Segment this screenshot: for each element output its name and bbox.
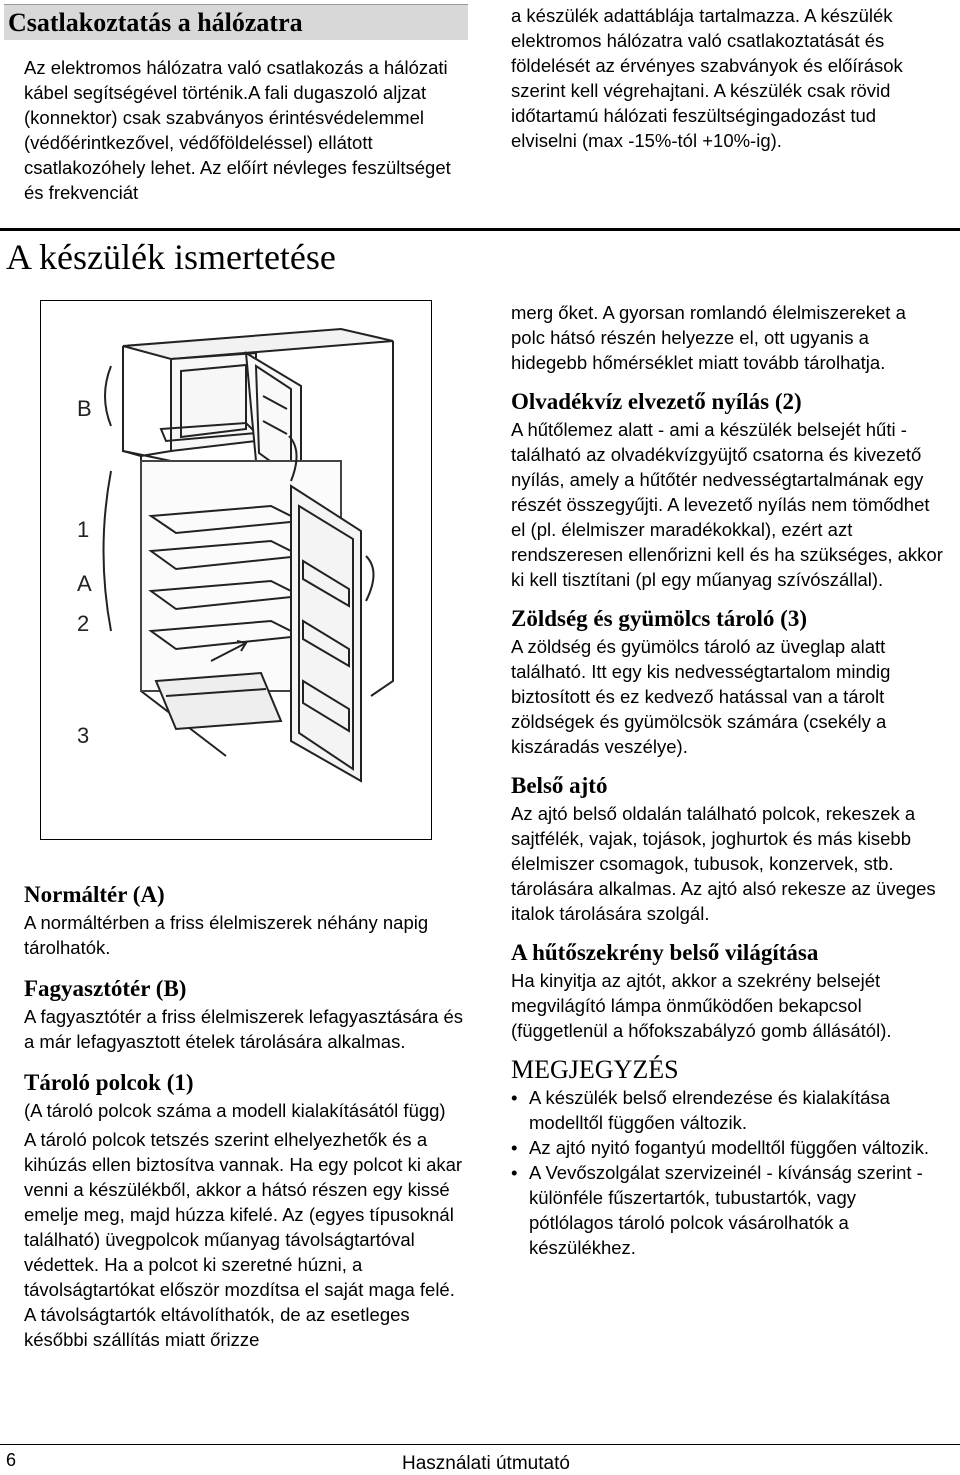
page-number: 6 [6,1450,17,1470]
left-column [24,880,464,1352]
note-item: • Az ajtó nyitó fogantyú modelltől függően változik. [511,1135,943,1160]
figure-label-2: 2 [77,611,90,636]
text-polcok-1: (A tároló polcok száma a modell kialakításától függ) [24,1100,446,1121]
right-column [511,300,943,1260]
text-normalter: A normáltérben a friss élelmiszerek néhány napig tárolhatók. [24,912,429,958]
figure-label-b: B [77,396,92,421]
fridge-drawing [41,301,431,839]
text-polcok-continued: merg őket. A gyorsan romlandó élelmiszereket a polc hátsó részén helyezze el, ott ugyanis a hidegebb hőmérséklet miatt tovább tárolhatja. [511,302,906,373]
text-ajto: Az ajtó belső oldalán található polcok, rekeszek a sajtfélék, vajak, tojások, joghurtok és más kisebb élelmiszer csomagok, tubusok, konzervek, stb. tárolására alkalmas. Az ajtó alsó rekesze az üveges italok tárolására szolgál. [511,803,936,924]
text-vilagitas: Ha kinyitja az ajtót, akkor a szekrény belsejét megvilágító lámpa önműködően bekapcsol (függetlenül a hőfokszabályzó gomb állásától). [511,970,892,1041]
text-olvadek: A hűtőlemez alatt - ami a készülék belsejét hűti - található az olvadékvízgyüjtő csatorna és kivezető nyílás, amely a hűtőtér nedvességtartalmának egy részét összegyűjti. A levezető nyílás nem tömődhet el (pl. élelmiszer maradékokkal), ezért azt rendszeresen ellenőrizni kell és ha szükséges, akkor ki kell tisztítani (pl egy műanyag szívószállal). [511,419,943,590]
text-fagyaszto: A fagyasztótér a friss élelmiszerek lefagyasztására és a már lefagyasztott ételek tárolására alkalmas. [24,1006,464,1052]
connection-text-right: a készülék adattáblája tartalmazza. A készülék elektromos hálózatra való csatlakoztatását és földelését az érvényes szabványok és előírások szerint kell végrehajtani. A készülék csak rövid időtartamú hálózati feszültségingadozást tud elviselni (max -15%-tól +10%-ig). [511,5,903,151]
figure-label-1: 1 [77,517,90,542]
note-item: • A készülék belső elrendezése és kialakítása modelltől függően változik. [511,1085,943,1135]
section-divider [0,228,960,231]
fridge-illustration [40,300,432,840]
figure-label-3: 3 [77,723,90,748]
note-item: • A Vevőszolgálat szervizeinél - kívánság szerint - különféle fűszertartók, tubustartók, vagy pótlólagos tároló polcok vásárolhatók a készülékhez. [511,1160,943,1260]
figure-label-a: A [77,571,92,596]
connection-text-left: Az elektromos hálózatra való csatlakozás a hálózati kábel segítségével történik.A fali dugaszoló aljzat (konnektor) csak szabványos érintésvédelemmel (védőérintkezővel, védőföldeléssel) ellátott csatlakozóhely lehet. Az előírt névleges feszültséget és frekvenciát [24,57,451,203]
footer-rule [0,1444,960,1445]
footer-title: Használati útmutató [402,1453,570,1474]
heading-zoldseg: Zöldség és gyümölcs tároló (3) [511,606,808,631]
section-heading-connection: Csatlakoztatás a hálózatra [4,4,468,40]
heading-megjegyzes: MEGJEGYZÉS [511,1055,679,1084]
notes-list [511,1085,943,1260]
heading-ajto: Belső ajtó [511,773,608,798]
section-heading-description: A készülék ismertetése [6,237,336,277]
heading-normalter: Normáltér (A) [24,882,165,907]
heading-fagyaszto: Fagyasztótér (B) [24,976,187,1001]
text-zoldseg: A zöldség és gyümölcs tároló az üveglap alatt található. Itt egy kis nedvességtartalom mindig biztosított és ez kedvező hatással van a tárolt zöldségek és gyümölcsök számára (csekély a kiszáradás veszélye). [511,636,891,757]
heading-olvadek: Olvadékvíz elvezető nyílás (2) [511,389,802,414]
text-polcok-2: A tároló polcok tetszés szerint elhelyezhetők és a kihúzás ellen biztosítva vannak. Ha egy polcot ki akar venni a készülékből, akkor a hátsó részen egy kissé emelje meg, majd húzza kifelé. Az (egyes típusoknál található) üvegpolcok műanyag távolságtartóval védettek. Ha a polcot ki szeretné húzni, a távolságtartókat először mozdítsa el saját maga felé. A távolságtartók eltávolíthatók, de az esetleges későbbi szállítás miatt őrizze [24,1129,463,1350]
heading-polcok: Tároló polcok (1) [24,1070,194,1095]
heading-vilagitas: A hűtőszekrény belső világítása [511,940,819,965]
